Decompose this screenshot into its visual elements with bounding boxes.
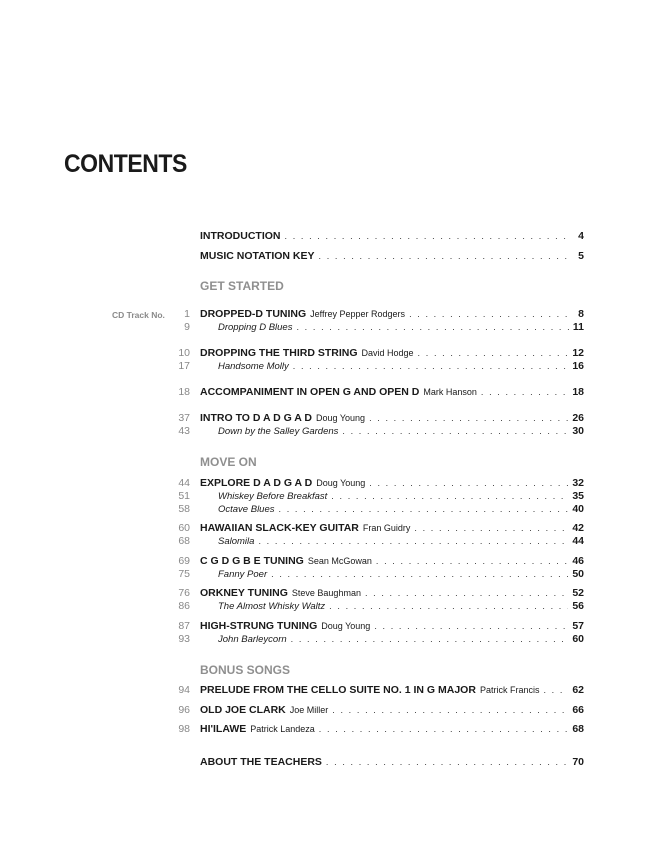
leader-dots	[376, 554, 568, 568]
track-number: 44	[178, 477, 190, 489]
entry-title: INTRODUCTION	[200, 230, 281, 242]
toc-entry-song[interactable]	[178, 632, 584, 646]
toc-entry-music-notation-key[interactable]	[200, 249, 584, 263]
leader-dots	[296, 320, 568, 334]
entry-page: 44	[572, 535, 584, 547]
track-number: 17	[178, 360, 190, 372]
song-title: Salomila	[218, 536, 255, 547]
toc-entry-lesson[interactable]	[178, 385, 584, 399]
entry-title: DROPPING THE THIRD STRING	[200, 347, 358, 359]
song-title: The Almost Whisky Waltz	[218, 601, 326, 612]
section-heading-bonus-songs: BONUS SONGS	[200, 663, 291, 677]
toc-entry-song[interactable]	[178, 599, 584, 613]
leader-dots	[414, 521, 568, 535]
entry-page: 11	[572, 321, 584, 333]
entry-page: 4	[578, 230, 584, 242]
entry-page: 26	[572, 412, 584, 424]
entry-title: HI'ILAWE	[200, 723, 247, 735]
toc-entry-lesson[interactable]	[178, 521, 584, 535]
section-heading-move-on: MOVE ON	[200, 455, 257, 469]
entry-page: 32	[572, 477, 584, 489]
entry-title: C G D G B E TUNING	[200, 555, 304, 567]
toc-entry-song[interactable]	[178, 567, 584, 581]
entry-author: Doug Young	[321, 621, 371, 631]
entry-page: 60	[572, 633, 584, 645]
song-title: Dropping D Blues	[218, 322, 293, 333]
entry-title: HAWAIIAN SLACK-KEY GUITAR	[200, 522, 359, 534]
song-title: John Barleycorn	[218, 634, 287, 645]
entry-page: 68	[572, 723, 584, 735]
entry-page: 18	[572, 386, 584, 398]
track-number: 98	[178, 723, 190, 735]
leader-dots	[319, 722, 569, 736]
toc-entry-lesson[interactable]	[184, 307, 584, 321]
toc-entry-introduction[interactable]	[200, 229, 584, 243]
track-number: 37	[178, 412, 190, 424]
entry-page: 8	[578, 308, 584, 320]
track-number: 94	[178, 684, 190, 696]
entry-author: Doug Young	[316, 413, 366, 423]
toc-entry-song[interactable]	[178, 534, 584, 548]
song-title: Handsome Molly	[218, 361, 289, 372]
cd-track-label: CD Track No.	[112, 310, 165, 320]
toc-entry-lesson[interactable]	[178, 346, 584, 360]
toc-entry-lesson[interactable]	[178, 586, 584, 600]
track-number: 68	[178, 535, 190, 547]
section-heading-get-started: GET STARTED	[200, 279, 284, 293]
entry-page: 46	[572, 555, 584, 567]
entry-author: Fran Guidry	[362, 523, 411, 533]
song-title: Down by the Salley Gardens	[218, 426, 339, 437]
toc-entry-song[interactable]	[178, 359, 584, 373]
track-number: 60	[178, 522, 190, 534]
leader-dots	[374, 619, 568, 633]
entry-page: 40	[572, 503, 584, 515]
entry-title: HIGH-STRUNG TUNING	[200, 620, 318, 632]
entry-title: DROPPED-D TUNING	[200, 308, 307, 320]
toc-entry-lesson[interactable]	[178, 476, 584, 490]
toc-entry-song[interactable]	[178, 489, 584, 503]
track-number: 69	[178, 555, 190, 567]
leader-dots	[285, 229, 571, 243]
leader-dots	[543, 683, 568, 697]
toc-entry-lesson[interactable]	[178, 411, 584, 425]
song-title: Octave Blues	[218, 504, 275, 515]
entry-title: ORKNEY TUNING	[200, 587, 288, 599]
entry-title: EXPLORE D A D G A D	[200, 477, 313, 489]
entry-page: 56	[572, 600, 584, 612]
toc-entry-lesson[interactable]	[178, 619, 584, 633]
leader-dots	[271, 567, 568, 581]
leader-dots	[279, 502, 569, 516]
entry-title: INTRO TO D A D G A D	[200, 412, 312, 424]
entry-author: Sean McGowan	[307, 556, 372, 566]
track-number: 87	[178, 620, 190, 632]
entry-title: OLD JOE CLARK	[200, 704, 286, 716]
toc-entry-about-the-teachers[interactable]	[200, 755, 584, 769]
leader-dots	[331, 489, 568, 503]
toc-entry-lesson[interactable]	[178, 554, 584, 568]
toc-entry-song[interactable]	[184, 320, 584, 334]
entry-page: 62	[572, 684, 584, 696]
leader-dots	[481, 385, 568, 399]
entry-author: Mark Hanson	[423, 387, 477, 397]
entry-page: 66	[572, 704, 584, 716]
leader-dots	[342, 424, 568, 438]
toc-entry-lesson[interactable]	[178, 722, 584, 736]
entry-author: Patrick Landeza	[250, 724, 315, 734]
leader-dots	[329, 599, 568, 613]
entry-page: 35	[572, 490, 584, 502]
entry-page: 5	[578, 250, 584, 262]
entry-page: 52	[572, 587, 584, 599]
entry-title: MUSIC NOTATION KEY	[200, 250, 315, 262]
track-number: 51	[178, 490, 190, 502]
entry-author: Steve Baughman	[291, 588, 361, 598]
song-title: Fanny Poer	[218, 569, 268, 580]
leader-dots	[332, 703, 568, 717]
entry-page: 70	[572, 756, 584, 768]
entry-author: Doug Young	[316, 478, 366, 488]
toc-entry-lesson[interactable]	[178, 683, 584, 697]
entry-page: 42	[572, 522, 584, 534]
track-number: 9	[184, 321, 190, 333]
toc-entry-lesson[interactable]	[178, 703, 584, 717]
entry-page: 50	[572, 568, 584, 580]
toc-entry-song[interactable]	[178, 502, 584, 516]
leader-dots	[258, 534, 568, 548]
leader-dots	[369, 476, 568, 490]
entry-title: PRELUDE FROM THE CELLO SUITE NO. 1 IN G MAJOR	[200, 684, 476, 696]
entry-page: 57	[572, 620, 584, 632]
entry-title: ACCOMPANIMENT IN OPEN G AND OPEN D	[200, 386, 420, 398]
leader-dots	[409, 307, 570, 321]
leader-dots	[319, 249, 570, 263]
leader-dots	[293, 359, 569, 373]
track-number: 10	[178, 347, 190, 359]
toc-entry-song[interactable]	[178, 424, 584, 438]
entry-author: Patrick Francis	[479, 685, 540, 695]
leader-dots	[365, 586, 568, 600]
leader-dots	[418, 346, 569, 360]
entry-page: 16	[572, 360, 584, 372]
page-title: CONTENTS	[64, 150, 187, 178]
track-number: 93	[178, 633, 190, 645]
track-number: 86	[178, 600, 190, 612]
track-number: 58	[178, 503, 190, 515]
track-number: 75	[178, 568, 190, 580]
track-number: 1	[184, 308, 190, 320]
entry-author: Jeffrey Pepper Rodgers	[310, 309, 406, 319]
entry-title: ABOUT THE TEACHERS	[200, 756, 322, 768]
leader-dots	[291, 632, 569, 646]
track-number: 43	[178, 425, 190, 437]
track-number: 76	[178, 587, 190, 599]
entry-page: 30	[572, 425, 584, 437]
entry-author: David Hodge	[361, 348, 414, 358]
entry-page: 12	[572, 347, 584, 359]
entry-author: Joe Miller	[289, 705, 329, 715]
track-number: 18	[178, 386, 190, 398]
leader-dots	[369, 411, 568, 425]
track-number: 96	[178, 704, 190, 716]
song-title: Whiskey Before Breakfast	[218, 491, 328, 502]
leader-dots	[326, 755, 568, 769]
